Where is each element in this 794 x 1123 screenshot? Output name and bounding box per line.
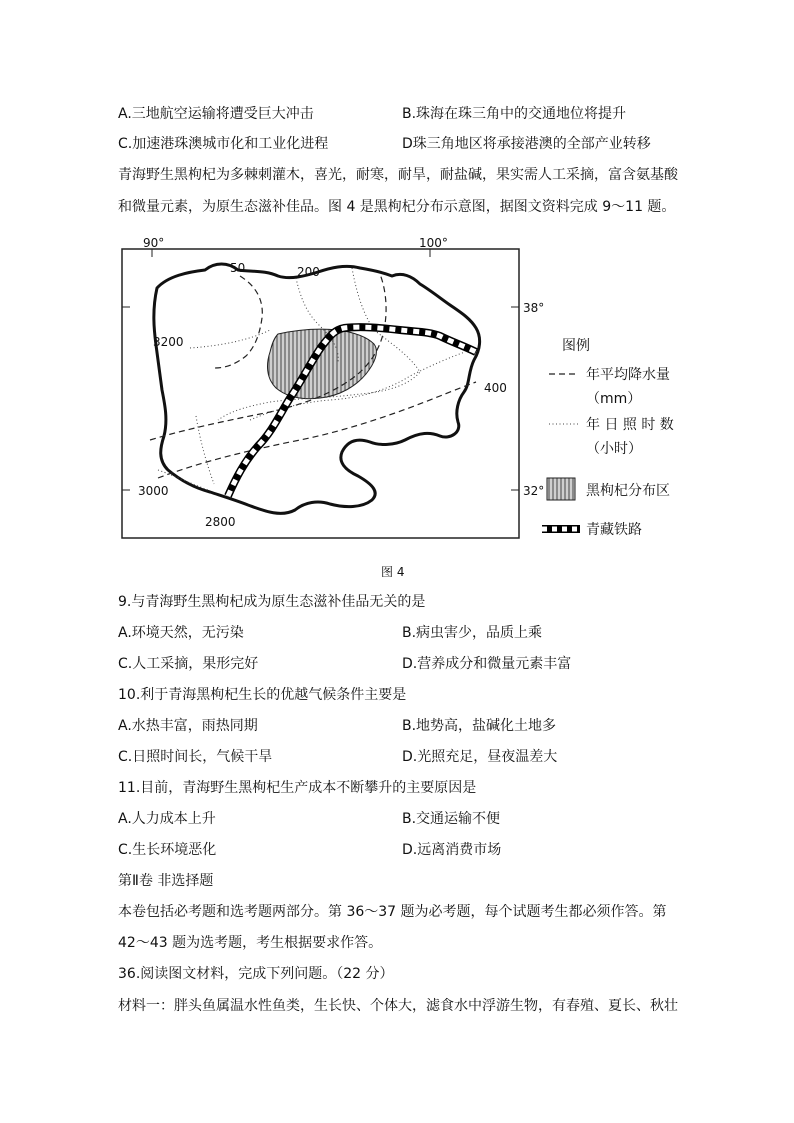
question-11-option-c: C.生长环境恶化 — [118, 842, 217, 858]
question-11-stem: 11.目前，青海野生黑枸杞生产成本不断攀升的主要原因是 — [118, 780, 477, 796]
contour-label-50: 50 — [230, 261, 246, 275]
legend-title: 图例 — [562, 338, 590, 354]
contour-label-200: 200 — [297, 265, 320, 279]
contour-label-2800: 2800 — [205, 515, 236, 529]
option-a: A.三地航空运输将遭受巨大冲击 — [118, 106, 314, 122]
question-9-option-a: A.环境天然，无污染 — [118, 625, 244, 641]
question-9-option-b: B.病虫害少，品质上乘 — [402, 625, 543, 641]
lon-label-90: 90° — [143, 236, 165, 250]
question-10-option-a: A.水热丰富，雨热同期 — [118, 718, 258, 734]
question-9-option-c: C.人工采摘，果形完好 — [118, 656, 259, 672]
legend-distribution-label: 黑枸杞分布区 — [586, 483, 670, 499]
legend-precip-label: 年平均降水量 — [586, 367, 670, 383]
goji-distribution-map — [0, 232, 794, 577]
option-b: B.珠海在珠三角中的交通地位将提升 — [402, 106, 627, 122]
contour-label-3200: 3200 — [153, 335, 184, 349]
contour-label-400: 400 — [484, 381, 507, 395]
question-36-stem: 36.阅读图文材料，完成下列问题。（22 分） — [118, 966, 394, 982]
map-legend — [542, 338, 674, 538]
question-11-option-b: B.交通运输不便 — [402, 811, 501, 827]
legend-sunshine-unit: （小时） — [586, 441, 642, 457]
lat-label-38: 38° — [523, 301, 545, 315]
intro-line-2: 和微量元素，为原生态滋补佳品。图 4 是黑枸杞分布示意图，据图文资料完成 9～11 题。 — [118, 199, 676, 215]
question-10-option-d: D.光照充足，昼夜温差大 — [402, 749, 558, 765]
question-10-option-c: C.日照时间长，气候干旱 — [118, 749, 273, 765]
section-2-desc-line-2: 42～43 题为选考题，考生根据要求作答。 — [118, 935, 383, 951]
section-2-title: 第Ⅱ卷 非选择题 — [118, 873, 214, 889]
legend-sunshine-label: 年 日 照 时 数 — [586, 417, 674, 433]
legend-railway-label: 青藏铁路 — [586, 522, 642, 538]
question-10-option-b: B.地势高，盐碱化土地多 — [402, 718, 557, 734]
figure-caption: 图 4 — [381, 565, 405, 577]
question-11-option-d: D.远离消费市场 — [402, 842, 502, 858]
legend-distribution-swatch — [547, 478, 575, 500]
question-10-stem: 10.利于青海黑枸杞生长的优越气候条件主要是 — [118, 687, 407, 703]
section-2-desc-line-1: 本卷包括必考题和选考题两部分。第 36～37 题为必考题，每个试题考生都必须作答。第 — [118, 904, 667, 920]
intro-line-1: 青海野生黑枸杞为多棘刺灌木，喜光，耐寒，耐旱，耐盐碱，果实需人工采摘，富含氨基酸 — [118, 167, 678, 183]
material-1: 材料一：胖头鱼属温水性鱼类，生长快、个体大，滤食水中浮游生物，有春殖、夏长、秋壮 — [118, 998, 678, 1014]
question-9-stem: 9.与青海野生黑枸杞成为原生态滋补佳品无关的是 — [118, 594, 426, 610]
lon-label-100: 100° — [419, 236, 448, 250]
lat-label-32: 32° — [523, 484, 545, 498]
option-d: D珠三角地区将承接港澳的全部产业转移 — [402, 136, 651, 152]
contour-label-3000: 3000 — [138, 484, 169, 498]
option-c: C.加速港珠澳城市化和工业化进程 — [118, 136, 329, 152]
question-11-option-a: A.人力成本上升 — [118, 811, 216, 827]
legend-precip-unit: （mm） — [586, 391, 642, 407]
question-9-option-d: D.营养成分和微量元素丰富 — [402, 656, 572, 672]
